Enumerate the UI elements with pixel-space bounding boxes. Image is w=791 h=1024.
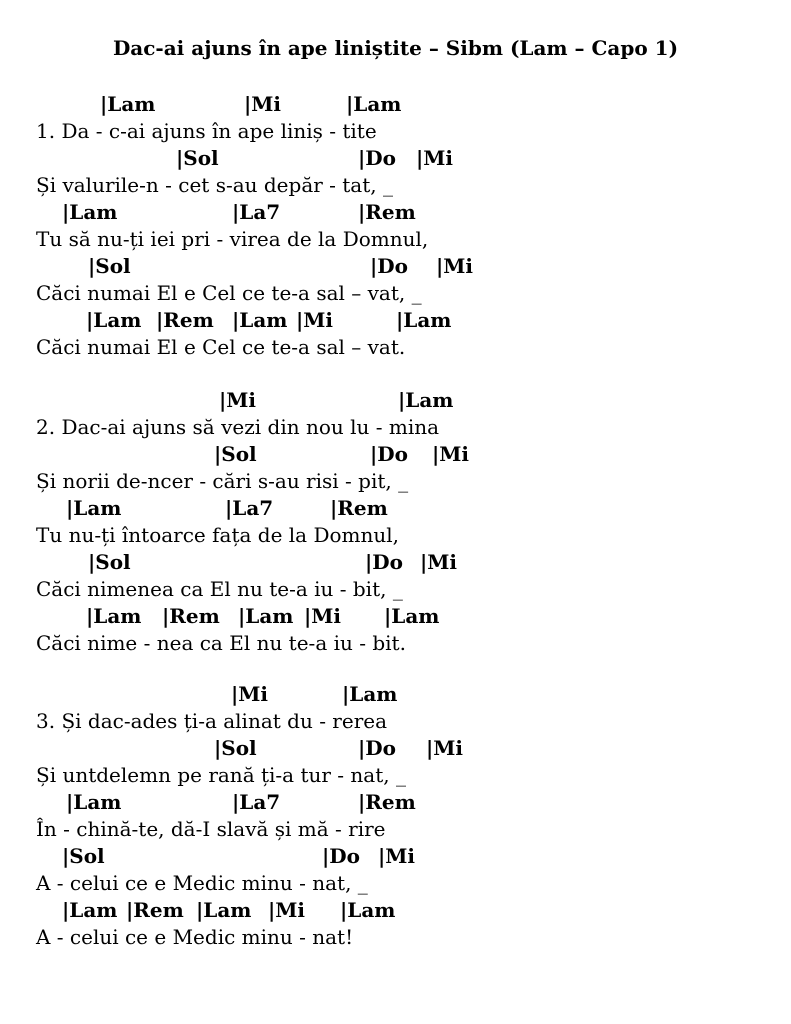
chord-label: |Mi xyxy=(268,898,306,922)
chord-label: |Sol xyxy=(214,442,257,466)
lyric-line: 3. Și dac-ades ți-a alinat du - rerea xyxy=(36,709,388,733)
chord-label: |Rem xyxy=(126,898,184,922)
chord-label: |Sol xyxy=(214,736,257,760)
chord-label: |Lam xyxy=(342,682,398,706)
chord-label: |Lam xyxy=(396,308,452,332)
chord-label: |Lam xyxy=(398,388,454,412)
lyric-line: Și norii de-ncer - cări s-au risi - pit, _ xyxy=(36,469,409,493)
chord-label: |Do xyxy=(370,442,408,466)
chord-label: |Rem xyxy=(330,496,388,520)
chord-label: |Mi xyxy=(436,254,474,278)
song-title: Dac-ai ajuns în ape liniștite – Sibm (Lam – Capo 1) xyxy=(112,36,679,60)
chord-label: |Lam xyxy=(196,898,252,922)
chord-label: |Sol xyxy=(62,844,105,868)
chord-label: |Lam xyxy=(66,790,122,814)
chord-label: |La7 xyxy=(232,200,281,224)
chord-label: |Do xyxy=(358,146,396,170)
lyric-line: Căci numai El e Cel ce te-a sal – vat. xyxy=(36,335,406,359)
chord-label: |Mi xyxy=(432,442,470,466)
chord-label: |Rem xyxy=(358,200,416,224)
chord-label: |Lam xyxy=(340,898,396,922)
chord-label: |Lam xyxy=(66,496,122,520)
lyric-line: 2. Dac-ai ajuns să vezi din nou lu - mina xyxy=(36,415,440,439)
chord-label: |Sol xyxy=(176,146,219,170)
chord-label: |Do xyxy=(370,254,408,278)
chord-label: |Do xyxy=(358,736,396,760)
chord-label: |La7 xyxy=(225,496,274,520)
chord-label: |Mi xyxy=(304,604,342,628)
chord-label: |Lam xyxy=(62,200,118,224)
lyric-line: Căci nime - nea ca El nu te-a iu - bit. xyxy=(36,631,406,655)
chord-label: |Mi xyxy=(416,146,454,170)
chord-label: |Do xyxy=(365,550,403,574)
chord-label: |Lam xyxy=(86,308,142,332)
chord-label: |Mi xyxy=(244,92,282,116)
lyric-line: Căci nimenea ca El nu te-a iu - bit, _ xyxy=(36,577,403,601)
chord-label: |Mi xyxy=(426,736,464,760)
chord-label: |Lam xyxy=(100,92,156,116)
chord-label: |Rem xyxy=(358,790,416,814)
lyric-line: Tu nu-ți întoarce fața de la Domnul, xyxy=(36,523,399,547)
chord-label: |Mi xyxy=(219,388,257,412)
lyric-line: Căci numai El e Cel ce te-a sal – vat, _ xyxy=(36,281,422,305)
lyric-line: 1. Da - c-ai ajuns în ape liniș - tite xyxy=(36,119,377,143)
chord-label: |La7 xyxy=(232,790,281,814)
chord-label: |Lam xyxy=(86,604,142,628)
chord-label: |Lam xyxy=(232,308,288,332)
chord-label: |Mi xyxy=(420,550,458,574)
lyric-line: În - chină-te, dă-I slavă și mă - rire xyxy=(36,817,386,841)
lyric-line: Și valurile-n - cet s-au depăr - tat, _ xyxy=(36,173,393,197)
lyric-line: Tu să nu-ți iei pri - virea de la Domnul, xyxy=(36,227,429,251)
chord-label: |Lam xyxy=(62,898,118,922)
lyric-line: A - celui ce e Medic minu - nat, _ xyxy=(36,871,368,895)
chord-label: |Lam xyxy=(238,604,294,628)
lyric-line: A - celui ce e Medic minu - nat! xyxy=(36,925,354,949)
chord-label: |Sol xyxy=(88,254,131,278)
chord-label: |Rem xyxy=(162,604,220,628)
chord-label: |Sol xyxy=(88,550,131,574)
chord-label: |Lam xyxy=(346,92,402,116)
chord-label: |Lam xyxy=(384,604,440,628)
lyric-line: Și untdelemn pe rană ți-a tur - nat, _ xyxy=(36,763,406,787)
chord-label: |Rem xyxy=(156,308,214,332)
chord-label: |Mi xyxy=(378,844,416,868)
chord-label: |Mi xyxy=(296,308,334,332)
chord-label: |Do xyxy=(322,844,360,868)
chord-label: |Mi xyxy=(231,682,269,706)
